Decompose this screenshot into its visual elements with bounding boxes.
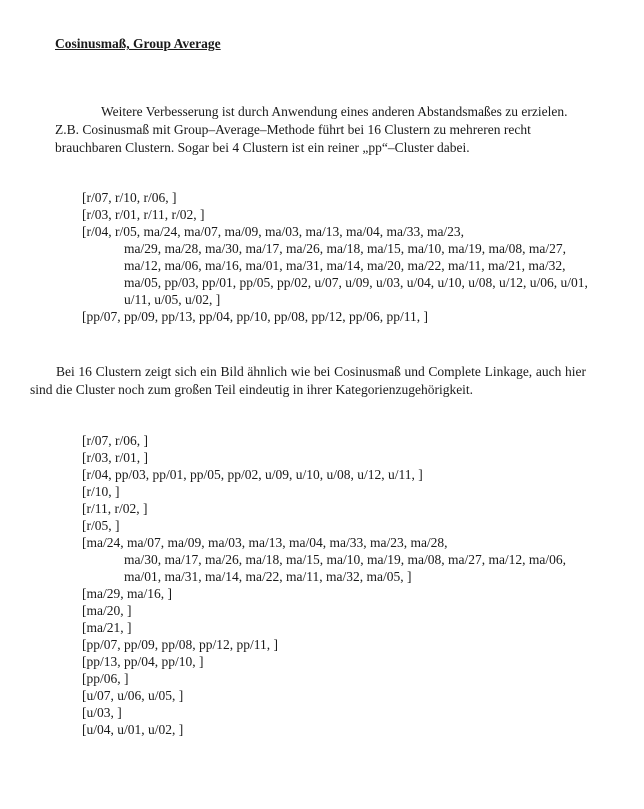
cluster-item-first-line: [r/10, ]: [82, 484, 120, 499]
cluster-item-first-line: [r/04, r/05, ma/24, ma/07, ma/09, ma/03, ma/13, ma/04, ma/33, ma/23,: [82, 224, 465, 239]
comparison-paragraph: [30, 363, 586, 399]
cluster-item: [82, 619, 592, 636]
cluster-item-first-line: [u/04, u/01, u/02, ]: [82, 722, 184, 737]
cluster-item: [82, 517, 592, 534]
cluster-item-first-line: [pp/13, pp/04, pp/10, ]: [82, 654, 204, 669]
cluster-item: [82, 223, 592, 308]
cluster-item-first-line: [ma/29, ma/16, ]: [82, 586, 172, 601]
cluster-item-first-line: [r/05, ]: [82, 518, 120, 533]
cluster-item-first-line: [u/03, ]: [82, 705, 122, 720]
cluster-item: [82, 500, 592, 517]
cluster-item-first-line: [r/07, r/10, r/06, ]: [82, 190, 177, 205]
cluster-item-first-line: [r/03, r/01, ]: [82, 450, 148, 465]
cluster-item-first-line: [u/07, u/06, u/05, ]: [82, 688, 184, 703]
cluster-item-first-line: [pp/07, pp/09, pp/08, pp/12, pp/11, ]: [82, 637, 278, 652]
cluster-item: [82, 636, 592, 653]
cluster-item-first-line: [ma/21, ]: [82, 620, 132, 635]
cluster-list-16: [82, 432, 592, 738]
comparison-paragraph-text: Bei 16 Clustern zeigt sich ein Bild ähnlich wie bei Cosinusmaß und Complete Linkage, auch hier sind die Cluster noch zum großen Teil eindeutig in ihrer Kategorienzugehörigkeit.: [30, 364, 586, 397]
cluster-item: [82, 653, 592, 670]
cluster-item-first-line: [pp/07, pp/09, pp/13, pp/04, pp/10, pp/08, pp/12, pp/06, pp/11, ]: [82, 309, 428, 324]
cluster-item: [82, 704, 592, 721]
cluster-list-4: [82, 189, 592, 325]
cluster-item-first-line: [pp/06, ]: [82, 671, 129, 686]
intro-paragraph: [55, 103, 585, 157]
cluster-item: [82, 483, 592, 500]
cluster-item-first-line: [r/04, pp/03, pp/01, pp/05, pp/02, u/09, u/10, u/08, u/12, u/11, ]: [82, 467, 423, 482]
cluster-item-continuation: ma/30, ma/17, ma/26, ma/18, ma/15, ma/10, ma/19, ma/08, ma/27, ma/12, ma/06, ma/01, ma/31, ma/14, ma/22, ma/11, ma/32, ma/05, ]: [124, 552, 567, 584]
cluster-item: [82, 687, 592, 704]
cluster-item-first-line: [ma/24, ma/07, ma/09, ma/03, ma/13, ma/04, ma/33, ma/23, ma/28,: [82, 535, 448, 550]
cluster-item-first-line: [r/11, r/02, ]: [82, 501, 148, 516]
cluster-item-first-line: [r/07, r/06, ]: [82, 433, 148, 448]
cluster-item: [82, 602, 592, 619]
cluster-item: [82, 189, 592, 206]
cluster-item: [82, 449, 592, 466]
section-heading: Cosinusmaß, Group Average: [55, 36, 221, 51]
cluster-item: [82, 206, 592, 223]
cluster-item: [82, 534, 592, 585]
intro-paragraph-text: Weitere Verbesserung ist durch Anwendung eines anderen Abstandsmaßes zu erzielen. Z.B. Cosinusmaß mit Group–Average–Methode führt bei 16 Clustern zu mehreren recht brauchbaren Clustern. Sogar bei 4 Clustern ist ein reiner „pp“–Cluster dabei.: [55, 104, 568, 155]
cluster-item: [82, 308, 592, 325]
cluster-item: [82, 432, 592, 449]
cluster-item: [82, 466, 592, 483]
cluster-item-continuation: ma/29, ma/28, ma/30, ma/17, ma/26, ma/18, ma/15, ma/10, ma/19, ma/08, ma/27, ma/12, ma/06, ma/16, ma/01, ma/31, ma/14, ma/20, ma/22, ma/11, ma/21, ma/32, ma/05, pp/03, pp/01, pp/05, pp/02, u/07, u/09, u/03, u/04, u/10, u/08, u/12, u/06, u/01, u/11, u/05, u/02, ]: [124, 241, 588, 307]
cluster-item: [82, 721, 592, 738]
cluster-item-first-line: [ma/20, ]: [82, 603, 132, 618]
cluster-item: [82, 585, 592, 602]
cluster-item-first-line: [r/03, r/01, r/11, r/02, ]: [82, 207, 205, 222]
cluster-item: [82, 670, 592, 687]
